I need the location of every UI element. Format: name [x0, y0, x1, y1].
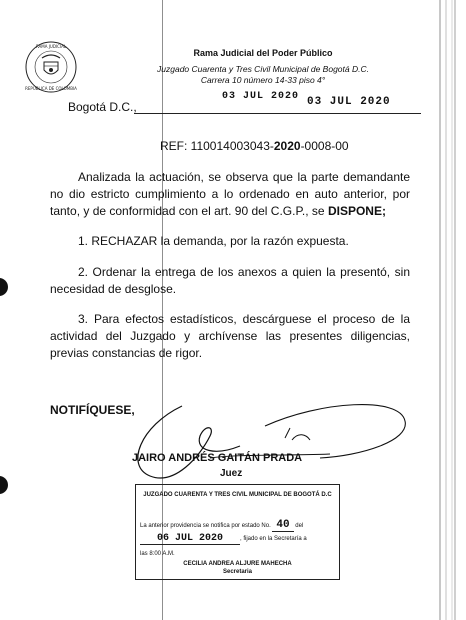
- place-label: Bogotá D.C.,: [68, 100, 137, 114]
- handwritten-signature: [120, 396, 420, 486]
- header-court: [0, 64, 466, 86]
- estado-number: 40: [272, 519, 293, 532]
- notice-court: JUZGADO CUARENTA Y TRES CIVIL MUNICIPAL DE BOGOTÁ D.C: [143, 492, 332, 498]
- judge-title: Juez: [220, 468, 243, 479]
- punch-hole-bottom: [0, 476, 8, 494]
- notice-line-2: 06 JUL 2020 , fijado en la Secretaría a: [140, 533, 307, 545]
- date-stamp-2: 03 JUL 2020: [307, 96, 391, 108]
- court-address: Carrera 10 número 14-33 piso 4°: [200, 75, 326, 85]
- judge-name: JAIRO ANDRÉS GAITÁN PRADA: [132, 452, 303, 464]
- notify-label: NOTIFÍQUESE,: [50, 403, 135, 417]
- header-title: Rama Judicial del Poder Público: [193, 48, 333, 58]
- item-2: 2. Ordenar la entrega de los anexos a quien la presentó, sin necesidad de desglose.: [50, 265, 410, 296]
- notice-time: las 8:00 A.M.: [140, 551, 175, 557]
- notification-stamp-box: [135, 484, 340, 580]
- notice-line-1: La anterior providencia se notifica por estado No. 40 del: [140, 519, 304, 531]
- date-stamp-1: 03 JUL 2020: [222, 91, 300, 102]
- item-3: 3. Para efectos estadísticos, descárguese el proceso de la actividad del Juzgado y archívense las presentes diligencias, previas constancias de rigor.: [50, 312, 410, 360]
- court-name: Juzgado Cuarenta y Tres Civil Municipal de Bogotá D.C.: [157, 64, 369, 74]
- svg-text:REPÚBLICA DE COLOMBIA: REPÚBLICA DE COLOMBIA: [25, 86, 77, 91]
- punch-hole-top: [0, 278, 8, 296]
- secretary-name: CECILIA ANDREA ALJURE MAHECHA: [183, 561, 292, 567]
- svg-text:RAMA JUDICIAL: RAMA JUDICIAL: [35, 44, 67, 49]
- intro-paragraph: Analizada la actuación, se observa que la parte demandante no dio estricto cumplimiento a lo ordenado en auto anterior, por tanto, y de conformidad con el art. 90 del C.G.P., se DISPONE;: [50, 170, 410, 218]
- dispone-label: DISPONE;: [327, 204, 386, 218]
- item-1: 1. RECHAZAR la demanda, por la razón expuesta.: [78, 234, 349, 248]
- date-underline: [134, 113, 421, 114]
- secretary-title: Secretaria: [222, 569, 253, 575]
- reference-number: REF: 110014003043-2020-0008-00: [160, 139, 349, 153]
- page-edge-scan-marks: [428, 0, 458, 620]
- notice-date: 06 JUL 2020: [140, 533, 240, 545]
